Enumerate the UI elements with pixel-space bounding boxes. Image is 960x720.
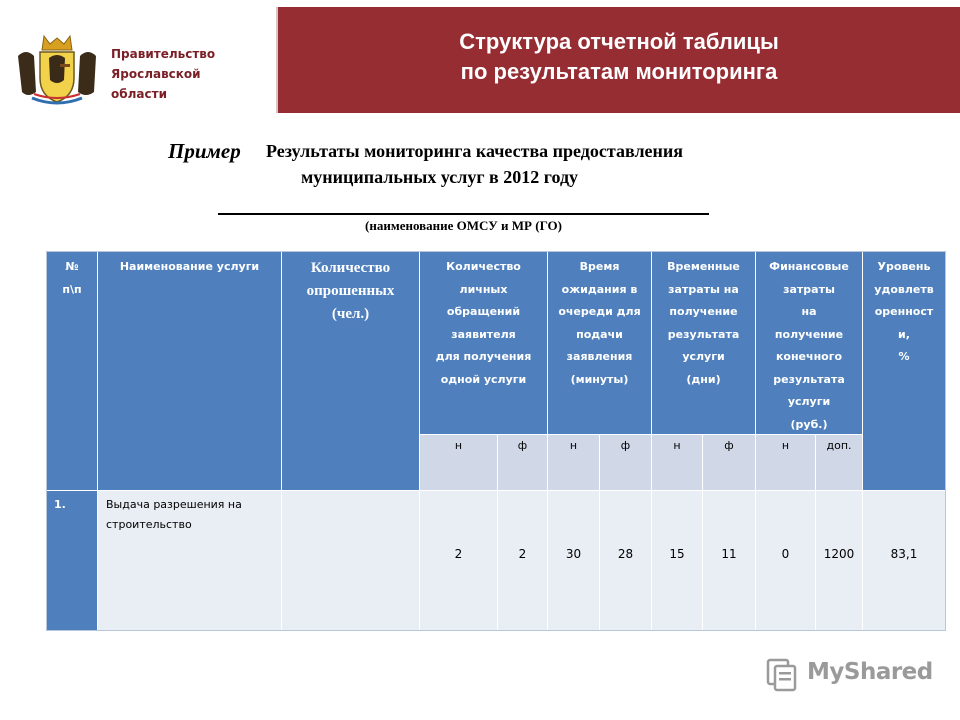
coat-of-arms-logo: [14, 34, 100, 106]
header-line: %: [898, 350, 910, 363]
surveyed-cell: [281, 490, 420, 631]
header-visits: [419, 251, 548, 435]
header-line: услуги: [682, 350, 725, 363]
value-cell: 1200: [815, 490, 863, 631]
service-name-line: Выдача разрешения на: [106, 498, 242, 511]
header-satisfaction-text: [863, 256, 945, 369]
service-name-cell: [97, 490, 282, 631]
row-number: 1.: [46, 490, 98, 631]
header-service: [97, 251, 282, 491]
subheader-cell: н: [755, 434, 816, 491]
header-visits-text: [420, 256, 547, 391]
header-line: получение: [774, 327, 844, 341]
header-line: Уровень: [877, 260, 931, 273]
header-line: на: [801, 305, 817, 318]
header-surveyed-text: [282, 257, 419, 326]
header-line: (дни): [686, 372, 721, 386]
subheader-cell: н: [651, 434, 703, 491]
header-service-text: [98, 256, 281, 279]
subheader-cell: доп.: [815, 434, 863, 491]
header-line: личных: [459, 282, 508, 296]
subheader-cell: ф: [599, 434, 652, 491]
header-line: опрошенных: [306, 283, 395, 299]
header-financial-costs-text: [756, 256, 862, 436]
header-line: подачи: [576, 327, 623, 341]
header-line: п\п: [62, 282, 82, 296]
header-line: заявления: [566, 350, 633, 363]
org-line: Ярославской: [111, 67, 201, 81]
header-num-text: [47, 256, 97, 301]
header-line: (руб.): [790, 417, 828, 431]
header-line: получение: [669, 305, 738, 318]
header-num: [46, 251, 98, 491]
value-cell: 0: [755, 490, 816, 631]
header-time-costs: [651, 251, 756, 435]
banner-title-line: Структура отчетной таблицы: [459, 29, 779, 54]
header-line: результата: [667, 327, 740, 341]
header-waiting: [547, 251, 652, 435]
example-label: Пример: [168, 139, 241, 163]
watermark: [766, 656, 936, 696]
header-line: (минуты): [570, 372, 629, 386]
value-cell: 11: [702, 490, 756, 631]
watermark-text: MyShared: [807, 659, 933, 685]
subheader-cell: н: [547, 434, 600, 491]
example-title-line: Результаты мониторинга качества предоставления: [266, 141, 684, 161]
value-cell: 30: [547, 490, 600, 631]
header-line: Финансовые: [769, 260, 849, 273]
header-waiting-text: [548, 256, 651, 391]
header-line: №: [65, 260, 79, 273]
header-line: удовлетв: [874, 282, 934, 296]
header-time-costs-text: [652, 256, 755, 391]
value-cell: 28: [599, 490, 652, 631]
header-line: ожидания в: [561, 282, 638, 296]
name-caption: (наименование ОМСУ и МР (ГО): [365, 218, 562, 233]
header-financial-costs: [755, 251, 863, 435]
header-line: результата: [773, 372, 845, 386]
header-line: Время: [579, 260, 620, 273]
value-cell: 2: [419, 490, 498, 631]
header-line: и,: [898, 327, 910, 341]
example-title-line: муниципальных услуг в 2012 году: [301, 167, 579, 187]
header-surveyed: [281, 251, 420, 491]
header-line: Количество: [310, 260, 391, 276]
subheader-cell: ф: [497, 434, 548, 491]
service-name-line: строительство: [106, 518, 192, 531]
header-line: услуги: [787, 395, 831, 408]
org-line: Правительство: [111, 47, 216, 61]
watermark-icon: [766, 656, 804, 692]
header-line: заявителя: [451, 327, 516, 341]
header-line: для получения: [435, 350, 532, 363]
organization-name: [111, 44, 215, 104]
banner-title: [278, 27, 960, 87]
org-line: области: [111, 87, 167, 101]
header-line: обращений: [446, 305, 521, 318]
header-line: Количество: [446, 260, 521, 273]
subheader-cell: ф: [702, 434, 756, 491]
value-cell: 2: [497, 490, 548, 631]
header-line: затраты на: [668, 282, 739, 296]
header-line: очереди для: [558, 305, 641, 318]
header-line: Временные: [667, 260, 740, 273]
header-line: затраты: [783, 282, 835, 296]
header-line: Наименование услуги: [119, 260, 260, 273]
header-satisfaction: [862, 251, 946, 491]
name-underline: [218, 213, 709, 215]
title-banner: [276, 7, 960, 113]
value-cell: 15: [651, 490, 703, 631]
subheader-cell: н: [419, 434, 498, 491]
header-line: (чел.): [331, 306, 370, 322]
header-line: конечного: [775, 350, 843, 363]
header-line: оренност: [874, 305, 934, 318]
header-line: одной услуги: [440, 372, 527, 386]
satisfaction-cell: 83,1: [862, 490, 946, 631]
banner-title-line: по результатам мониторинга: [460, 59, 778, 84]
